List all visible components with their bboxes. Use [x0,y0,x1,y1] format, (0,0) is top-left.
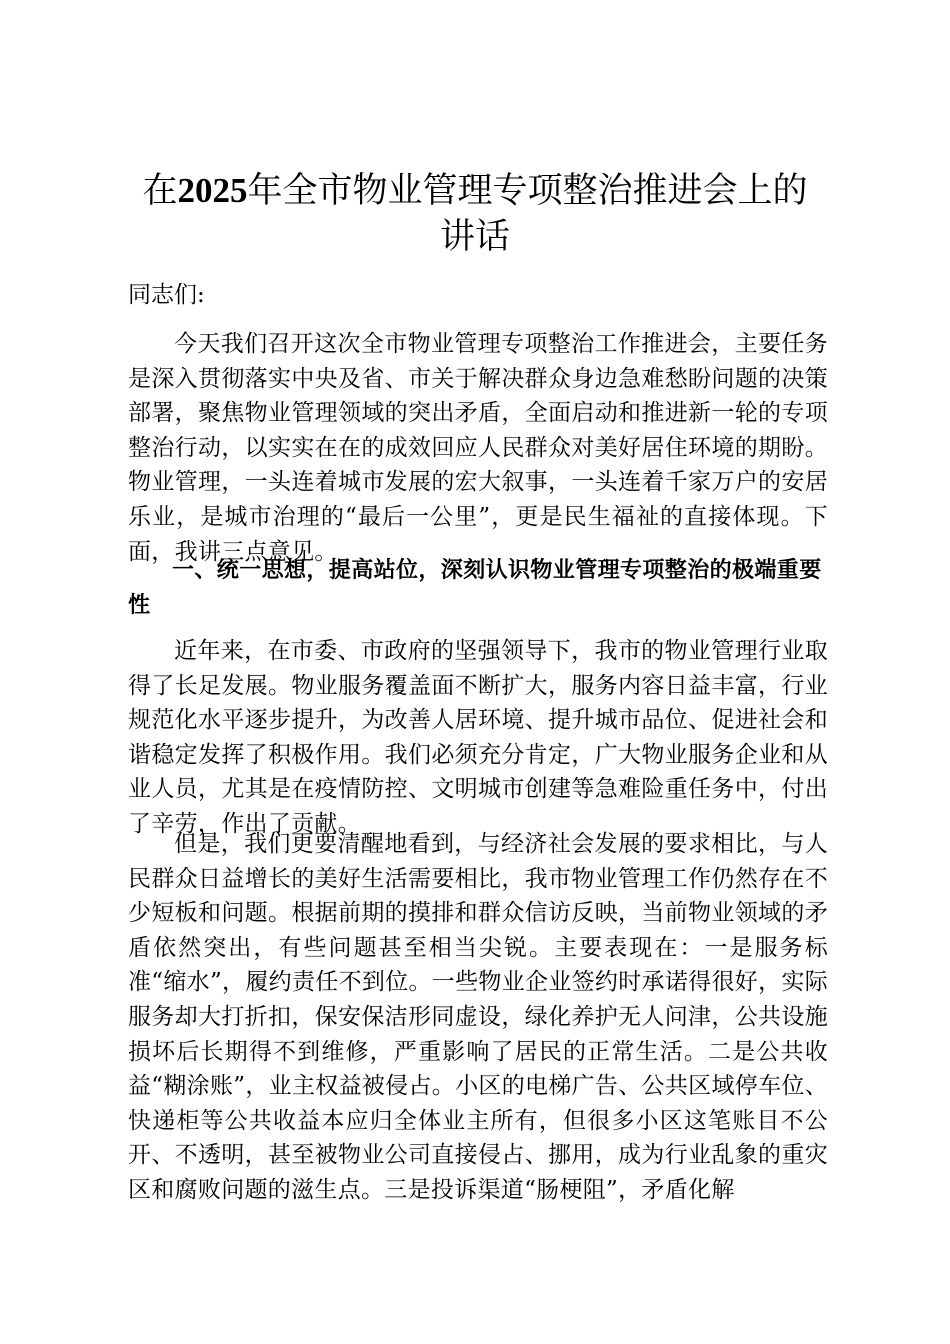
paragraph-problems: 但是，我们更要清醒地看到，与经济社会发展的要求相比，与人民群众日益增长的美好生活需要相比，我市物业管理工作仍然存在不少短板和问题。根据前期的摸排和群众信访反映，当前物业领域的矛盾依然突出，有些问题甚至相当尖锐。主要表现在：一是服务标准“缩水”，履约责任不到位。一些物业企业签约时承诺得很好，实际服务却大打折扣，保安保洁形同虚设，绿化养护无人问津，公共设施损坏后长期得不到维修，严重影响了居民的正常生活。二是公共收益“糊涂账”，业主权益被侵占。小区的电梯广告、公共区域停车位、快递柜等公共收益本应归全体业主所有，但很多小区这笔账目不公开、不透明，甚至被物业公司直接侵占、挪用，成为行业乱象的重灾区和腐败问题的滋生点。三是投诉渠道“肠梗阻”，矛盾化解 [128,831,828,1203]
paragraph-achievements: 近年来，在市委、市政府的坚强领导下，我市的物业管理行业取得了长足发展。物业服务覆盖面不断扩大，服务内容日益丰富，行业规范化水平逐步提升，为改善人居环境、提升城市品位、促进社会和谐稳定发挥了积极作用。我们必须充分肯定，广大物业服务企业和从业人员，尤其是在疫情防控、文明城市创建等急难险重任务中，付出了辛劳，作出了贡献。 [128,638,828,837]
greeting: 同志们: [128,282,205,308]
title-year: 2025 [177,171,248,210]
document-title [130,168,820,260]
paragraph-intro: 今天我们召开这次全市物业管理专项整治工作推进会，主要任务是深入贯彻落实中央及省、市关于解决群众身边急难愁盼问题的决策部署，聚焦物业管理领域的突出矛盾，全面启动和推进新一轮的专项整治行动，以实实在在的成效回应人民群众对美好居住环境的期盼。物业管理，一头连着城市发展的宏大叙事，一头连着千家万户的安居乐业，是城市治理的“最后一公里”，更是民生福祉的直接体现。下面，我讲三点意见。 [128,331,828,565]
title-suffix: 年全市物业管理专项整治推进会上的讲话 [247,171,808,257]
title-prefix: 在 [142,171,178,211]
section-heading-1: 一、统一思想，提高站位，深刻认识物业管理专项整治的极端重要性 [128,558,822,618]
